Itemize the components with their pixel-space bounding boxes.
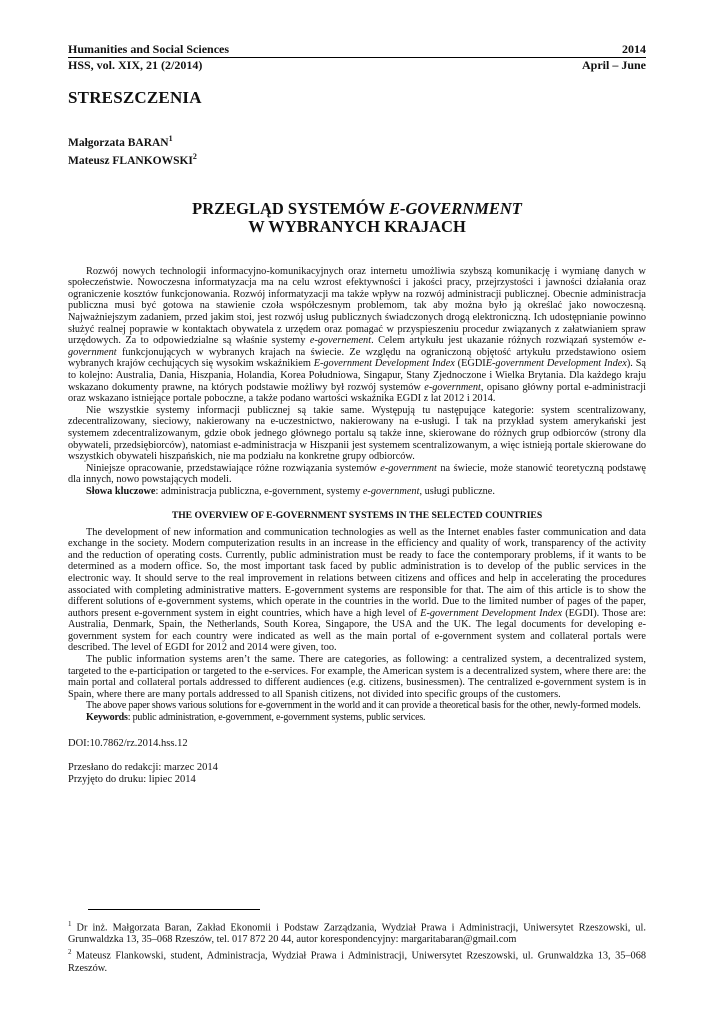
abstract-english [68,527,646,724]
doi: DOI:10.7862/rz.2014.hss.12 [68,737,188,749]
abstract-polish [68,266,646,498]
title-line1-prefix: PRZEGLĄD SYSTEMÓW [192,198,389,218]
footnotes [68,918,646,975]
page [68,42,646,786]
abstract-pl-paragraph-1: Rozwój nowych technologii informacyjno-komunikacyjnych oraz internetu umożliwia szybszą komunikację i wymianę danych w społeczeństwie. Nowoczesna informatyzacja ma na celu wzrost efektywności i jakości pracy, przejrzystości i jawności działania oraz ograniczenie kosztów funkcjonowania. Rozwój informatyzacji ma także wpływ na rozwój administracji publicznej. Obecnie administracja publiczna musi być gotowa na stawienie czoła współczesnym problemom, tak aby można było ją określać jako nowoczesną. Najważniejszym zadaniem, przed jakim stoi, jest rozwój usług publicznych świadczonych drogą elektroniczną. Ich udostępnianie powinno służyć realnej poprawie w kontaktach obywatela z urzędem oraz pomagać w przyspieszeniu procedur związanych z załatwianiem spraw urzędowych. Za to odpowiedzialne są właśnie systemy e-governement. Celem artykułu jest ukazanie różnych rozwiązań systemów e-government funkcjonujących w wybranych krajach na świecie. Ze względu na ograniczoną objętość artykułu przedstawiono osiem wybranych krajów cechujących się wysokim wskaźnikiem E-government Development Index (EGDIE-government Development Index). Są to kolejno: Australia, Dania, Hiszpania, Holandia, Korea Południowa, Singapur, Stany Zjednoczone i Wielka Brytania. Dla każdego kraju wskazano dokumenty prawne, na których podstawie możliwy był rozwój systemów e-government, opisano główny portal e-administracji oraz wskazano istniejące portale poboczne, a także podano wartości wskaźnika EGDI z lat 2012 i 2014. [68,265,646,405]
title-line2: W WYBRANYCH KRAJACH [248,216,466,236]
submitted-date: Przesłano do redakcji: marzec 2014 [68,761,218,773]
footnote-separator [88,909,260,910]
author-list [68,132,646,168]
keywords-pl: Słowa kluczowe: administracja publiczna, e-government, systemy e-government, usługi publiczne. [86,485,495,497]
author-1-name: Małgorzata BARAN [68,136,169,149]
journal-volume: HSS, vol. XIX, 21 (2/2014) [68,58,203,72]
journal-period: April – June [581,58,646,72]
running-header-line2 [68,58,646,72]
author-2 [68,150,646,168]
footnote-2 [68,946,646,974]
article-meta [68,738,646,786]
abstract-pl-paragraph-2: Nie wszystkie systemy informacji publicznej są takie same. Występują tu następujące kategorie: system scentralizowany, zdecentralizowany, sieciowy, nakierowany na e-uczestnictwo, nakierowany na e-usługi. I tak na przykład system amerykański jest systemem zdecentralizowanym, gdzie obok jednego głównego portalu są także inne, skierowane do różnych grup odbiorców (strony dla obywateli, przedsiębiorców), natomiast e-administracja w Hiszpanii jest systemem scentralizowanym, a więc istnieją portale skierowane do wszystkich obywateli hiszpańskich, nie ma podziału na konkretne grupy odbiorców. [68,404,646,463]
abstract-en-paragraph-2: The public information systems aren’t the same. There are categories, as following: a centralized system, a decentralized system, targeted to the e-participation or targeted to the e-services. For example, the American system is a decentralized system, where there are: the main portal and collateral portals addressed to different audiences (e.g. citizens, businessmen). The centralized e-government system is in Spain, where there are many portals addressed to all Spanish citizens, not divided into specific groups of the customers. [68,654,646,700]
keywords-en: Keywords: public administration, e-government, e-government systems, public services. [86,712,426,724]
accepted-date: Przyjęto do druku: lipiec 2014 [68,773,196,785]
running-header-line1 [68,42,646,58]
abstract-en-paragraph-1: The development of new information and communication technologies as well as the Internet enables faster communication and data exchange in the society. Modern computerization results in an increase in the efficiency and quality of work, transparency of the activity and the reduction of operating costs. Currently, public administration must be ready to face the contemporary problems, if it wants to be determined as a modern office. So, the most important task faced by public administration is to develop of the public services in the electronic way. It should serve to the real improvement in relations between citizens and offices and help in accelerating the procedures associated with completing administrative matters. E-government systems are responsible for that. The aim of this article is to show the different solutions of e-government systems, which operate in the countries in the world. Due to the limited number of pages of the paper, authors present e-government system in eight countries, which have a high level of E-government Development Index (EGDI). Those are: Australia, Denmark, Spain, the Netherlands, South Korea, Singapore, the USA and the UK. The legal documents for developing e-government system for each country were indicated as well as the main portal of e-government system and collateral portals were described. The level of EGDI for 2012 and 2014 were given, too. [68,526,647,654]
abstract-en-paragraph-3: The above paper shows various solutions for e-government in the world and it can provide a theoretical basis for the other, newly-formed models. [86,700,641,712]
author-2-name: Mateusz FLANKOWSKI [68,154,193,167]
journal-name: Humanities and Social Sciences [68,42,230,56]
author-1 [68,132,646,150]
footnote-2-text: Mateusz Flankowski, student, Administracja, Wydział Prawa i Administracji, Uniwersytet Rzeszowski, ul. Grunwaldzka 13, 35–068 Rzeszów. [68,950,646,974]
abstract-pl-paragraph-3: Niniejsze opracowanie, przedstawiające różne rozwiązania systemów e-government na świecie, może stanowić teoretyczną podstawę dla innych, nowo powstających modeli. [68,462,646,486]
journal-year: 2014 [622,42,646,56]
footnote-1 [68,918,646,946]
footnote-1-mark: 1 [68,920,72,928]
article-title [68,200,646,236]
section-title: STRESZCZENIA [68,88,202,107]
english-title: THE OVERVIEW OF E-GOVERNMENT SYSTEMS IN THE SELECTED COUNTRIES [171,509,543,521]
footnote-1-text: Dr inż. Małgorzata Baran, Zakład Ekonomii i Podstaw Zarządzania, Wydział Prawa i Administracji, Uniwersytet Rzeszowski, ul. Grunwaldzka 13, 35–068 Rzeszów, tel. 017 872 20 44, autor korespondencyjny: margaritabaran@gmail.com [68,922,646,946]
title-line1-italic: E-GOVERNMENT [388,198,522,218]
author-1-footnote-mark: 1 [168,134,173,143]
footnote-2-mark: 2 [68,948,72,957]
author-2-footnote-mark: 2 [192,151,197,161]
